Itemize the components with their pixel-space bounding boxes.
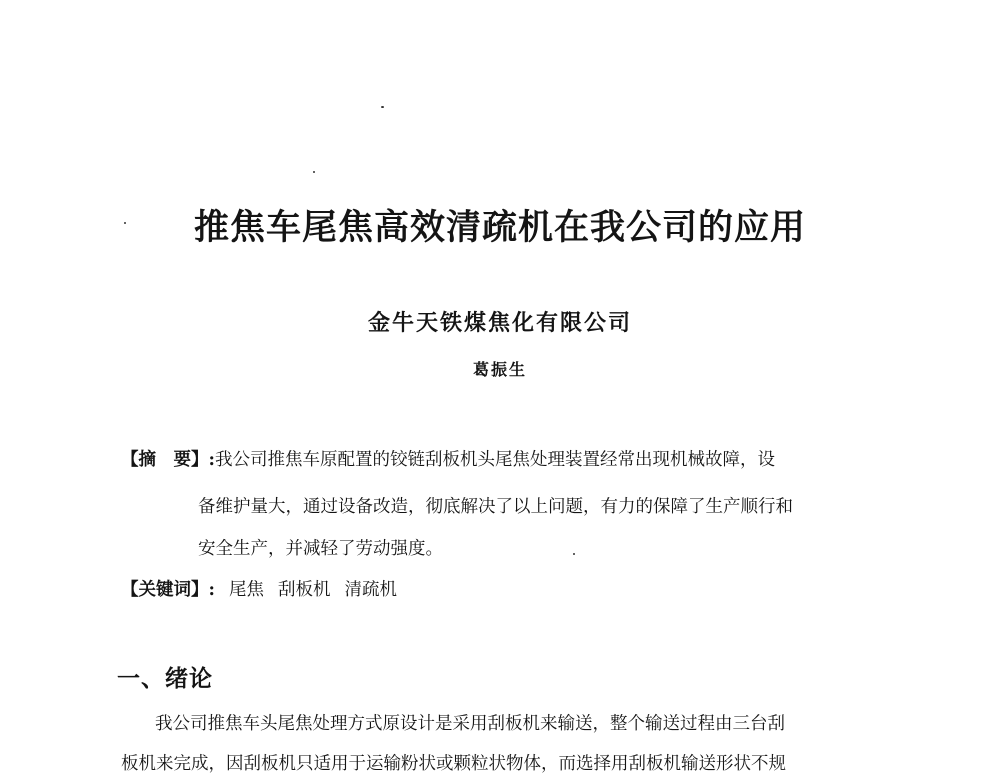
scan-speck — [573, 553, 575, 555]
keyword: 清疏机 — [344, 580, 397, 600]
abstract-label: 【摘 要】: — [121, 450, 215, 470]
keyword: 刮板机 — [277, 580, 331, 600]
scan-speck — [313, 171, 315, 173]
author-affiliation: 金牛天铁煤焦化有限公司 — [367, 310, 632, 336]
body-paragraph-line: 板机来完成，因刮板机只适用于运输粉状或颗粒状物体，而选择用刮板机输送形状不规 — [121, 754, 786, 774]
keywords-label: 【关键词】: — [121, 580, 215, 600]
abstract-line-3: 安全生产，并减轻了劳动强度。 — [198, 539, 443, 559]
section-heading: 一、绪论 — [117, 666, 213, 692]
author-name: 葛振生 — [472, 360, 527, 379]
abstract-text: 我公司推焦车原配置的铰链刮板机头尾焦处理装置经常出现机械故障，设 — [214, 450, 775, 470]
body-paragraph-line: 我公司推焦车头尾焦处理方式原设计是采用刮板机来输送，整个输送过程由三台刮 — [155, 714, 785, 734]
keywords-line — [121, 576, 397, 601]
scan-speck — [381, 106, 384, 108]
abstract-line-2: 备维护量大，通过设备改造，彻底解决了以上问题，有力的保障了生产顺行和 — [198, 497, 793, 517]
paper-title: 推焦车尾焦高效清疏机在我公司的应用 — [193, 208, 806, 248]
abstract-line-1 — [121, 446, 775, 471]
keyword: 尾焦 — [228, 580, 264, 600]
